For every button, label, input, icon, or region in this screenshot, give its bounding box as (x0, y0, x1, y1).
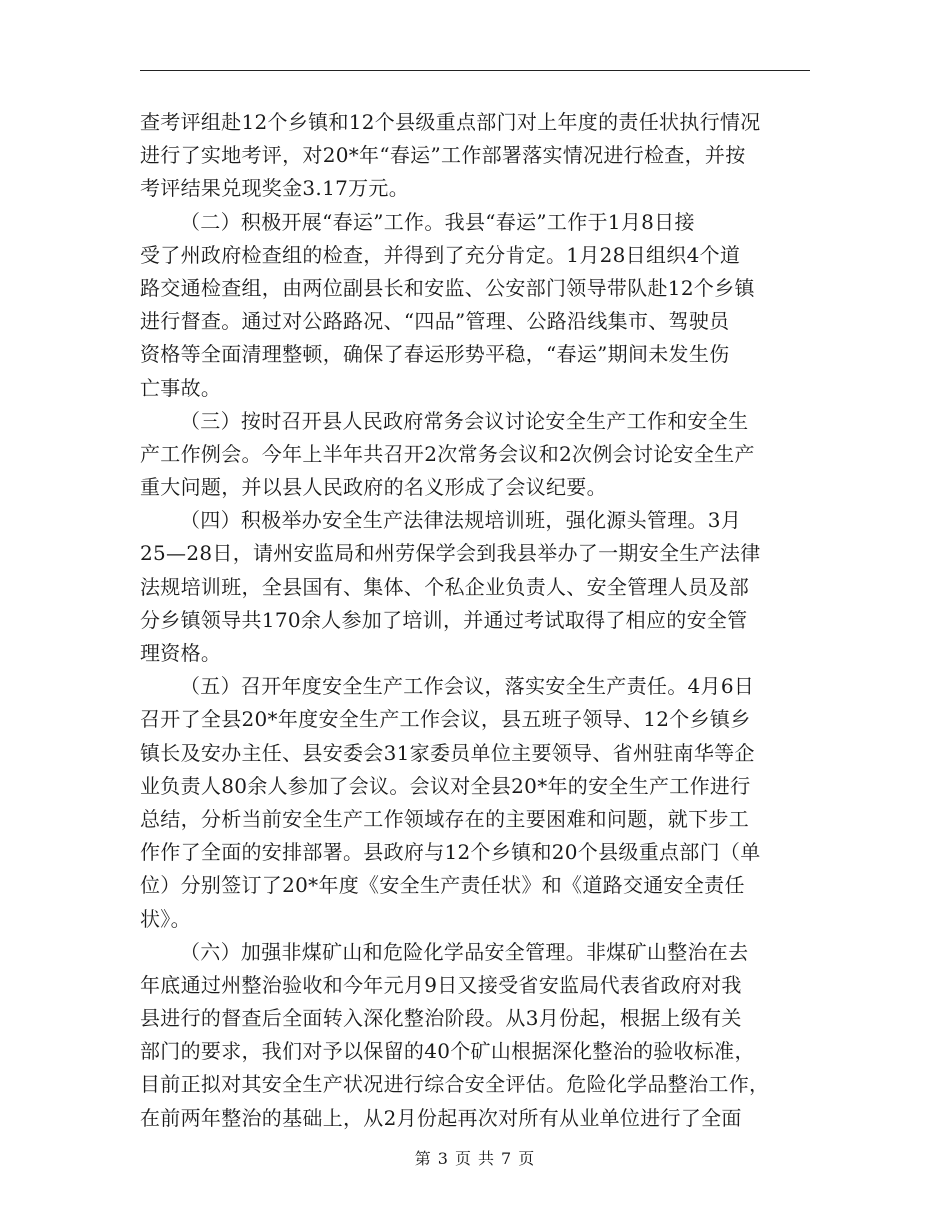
page-footer (0, 1146, 950, 1169)
footer-page-suffix: 页 (454, 1149, 472, 1168)
text-line: 查考评组赴12个乡镇和12个县级重点部门对上年度的责任状执行情况 (140, 110, 761, 134)
text-line: 召开了全县20*年度安全生产工作会议，县五班子领导、12个乡镇乡 (140, 707, 751, 732)
footer-total-suffix: 页 (518, 1149, 536, 1168)
text-line: 受了州政府检查组的检查，并得到了充分肯定。1月28日组织4个道 (140, 242, 741, 267)
paragraph-start-line: （六）加强非煤矿山和危险化学品安全管理。非煤矿山整治在去 (180, 939, 749, 964)
text-line: 状》。 (140, 906, 191, 931)
text-line: 路交通检查组，由两位副县长和安监、公安部门领导带队赴12个乡镇 (140, 275, 755, 300)
text-line: 目前正拟对其安全生产状况进行综合安全评估。危险化学品整治工作， (140, 1072, 770, 1097)
paragraph-start-line: （三）按时召开县人民政府常务会议讨论安全生产工作和安全生 (180, 408, 749, 433)
text-line: 资格等全面清理整顿，确保了春运形势平稳，“春运”期间未发生伤 (140, 342, 730, 367)
text-line: 理资格。 (140, 641, 222, 665)
text-line: 亡事故。 (140, 375, 222, 400)
text-line: 分乡镇领导共170余人参加了培训，并通过考试取得了相应的安全管 (140, 607, 748, 632)
text-line: 考评结果兑现奖金3.17万元。 (140, 176, 410, 201)
text-line: 总结，分析当前安全生产工作领域存在的主要困难和问题，就下步工 (140, 806, 749, 831)
text-line: 业负责人80余人参加了会议。会议对全县20*年的安全生产工作进行 (140, 773, 751, 798)
paragraph-start-line: （五）召开年度安全生产工作会议，落实安全生产责任。4月6日 (180, 674, 755, 699)
text-line: 作作了全面的安排部署。县政府与12个乡镇和20个县级重点部门（单 (140, 840, 761, 865)
text-line: 在前两年整治的基础上，从2月份起再次对所有从业单位进行了全面 (140, 1105, 742, 1130)
text-line: 位）分别签订了20*年度《安全生产责任状》和《道路交通安全责任 (140, 873, 745, 898)
paragraph-start-line: （四）积极举办安全生产法律法规培训班，强化源头管理。3月 (180, 508, 742, 533)
text-line: 进行了实地考评，对20*年“春运”工作部署落实情况进行检查，并按 (140, 143, 746, 168)
header-rule (140, 70, 810, 71)
text-line: 产工作例会。今年上半年共召开2次常务会议和2次例会讨论安全生产 (140, 441, 755, 466)
footer-total-prefix: 共 (478, 1149, 496, 1168)
text-line: 县进行的督查后全面转入深化整治阶段。从3月份起，根据上级有关 (140, 1006, 742, 1031)
text-line: 法规培训班，全县国有、集体、个私企业负责人、安全管理人员及部 (140, 574, 749, 599)
text-line: 镇长及安办主任、县安委会31家委员单位主要领导、省州驻南华等企 (140, 740, 755, 765)
body-text (140, 106, 812, 1135)
footer-prefix: 第 (414, 1149, 432, 1168)
text-line: 重大问题，并以县人民政府的名义形成了会议纪要。 (140, 475, 607, 500)
total-page-count: 7 (501, 1149, 513, 1168)
text-line: 进行督查。通过对公路路况、“四品”管理、公路沿线集市、驾驶员 (140, 309, 730, 334)
text-line: 部门的要求，我们对予以保留的40个矿山根据深化整治的验收标准， (140, 1039, 755, 1064)
current-page-number: 3 (437, 1149, 449, 1168)
text-line: 年底通过州整治验收和今年元月9日又接受省安监局代表省政府对我 (140, 972, 742, 997)
text-line: 25—28日，请州安监局和州劳保学会到我县举办了一期安全生产法律 (140, 541, 761, 566)
paragraph-start-line: （二）积极开展“春运”工作。我县“春运”工作于1月8日接 (180, 209, 695, 234)
